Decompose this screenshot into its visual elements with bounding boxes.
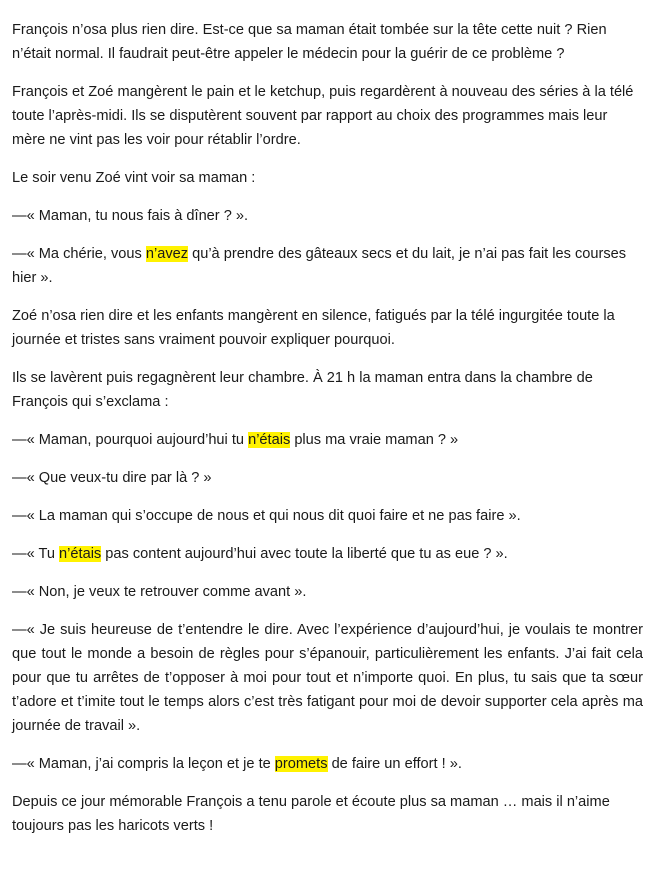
text-segment: —« Ma chérie, vous [12,246,146,262]
paragraph [12,428,643,452]
highlighted-word: n’étais [59,546,102,562]
text-segment: François et Zoé mangèrent le pain et le ketchup, puis regardèrent à nouveau des séries à la télé toute l’après-midi. Ils se disputèrent souvent par rapport au choix des programmes mais leur mère ne vint pas les voir pour rétablir l’ordre. [12,84,634,148]
text-segment: plus ma vraie maman ? » [290,432,459,448]
text-segment: —« Non, je veux te retrouver comme avant ». [12,584,307,600]
text-segment: Le soir venu Zoé vint voir sa maman : [12,170,256,186]
paragraph [12,366,643,414]
text-segment: —« Maman, j’ai compris la leçon et je te [12,756,275,772]
highlighted-word: promets [274,756,328,772]
text-segment: Depuis ce jour mémorable François a tenu parole et écoute plus sa maman … mais il n’aime toujours pas les haricots verts ! [12,794,610,834]
paragraph [12,466,643,490]
paragraph [12,204,643,228]
paragraph [12,80,643,152]
paragraph [12,242,643,290]
paragraph [12,18,643,66]
paragraph [12,580,643,604]
text-segment: —« Je suis heureuse de t’entendre le dire. Avec l’expérience d’aujourd’hui, je voulais te montrer que tout le monde a besoin de règles pour s’épanouir, particulièrement les enfants. J’ai fait cela pour que tu arrêtes de t’opposer à moi pour tout et n’importe quoi. En plus, tu sais que ta sœur t’adore et t’imite tout le temps alors c’est très fatigant pour moi de devoir supporter cela après ma journée de travail ». [12,622,643,734]
text-segment: de faire un effort ! ». [327,756,462,772]
paragraph [12,542,643,566]
text-segment: —« Que veux-tu dire par là ? » [12,470,212,486]
text-segment: François n’osa plus rien dire. Est-ce que sa maman était tombée sur la tête cette nuit ? Rien n’était normal. Il faudrait peut-être appeler le médecin pour la guérir de ce problème ? [12,22,607,62]
paragraph [12,504,643,528]
text-segment: pas content aujourd’hui avec toute la liberté que tu as eue ? ». [101,546,508,562]
text-segment: —« Maman, pourquoi aujourd’hui tu [12,432,249,448]
text-segment: —« La maman qui s’occupe de nous et qui nous dit quoi faire et ne pas faire ». [12,508,521,524]
paragraph [12,790,643,838]
paragraph [12,618,643,738]
text-segment: Ils se lavèrent puis regagnèrent leur chambre. À 21 h la maman entra dans la chambre de François qui s’exclama : [12,370,593,410]
text-segment: —« Tu [12,546,60,562]
text-segment: qu’à prendre des gâteaux secs et du lait, je n’ai pas fait les courses hier ». [12,246,627,286]
highlighted-word: n’avez [145,246,189,262]
paragraph [12,752,643,776]
highlighted-word: n’étais [248,432,291,448]
paragraph [12,166,643,190]
text-segment: —« Maman, tu nous fais à dîner ? ». [12,208,249,224]
paragraph [12,304,643,352]
text-segment: Zoé n’osa rien dire et les enfants mangèrent en silence, fatigués par la télé ingurgitée toute la journée et tristes sans vraiment pouvoir expliquer pourquoi. [12,308,615,348]
